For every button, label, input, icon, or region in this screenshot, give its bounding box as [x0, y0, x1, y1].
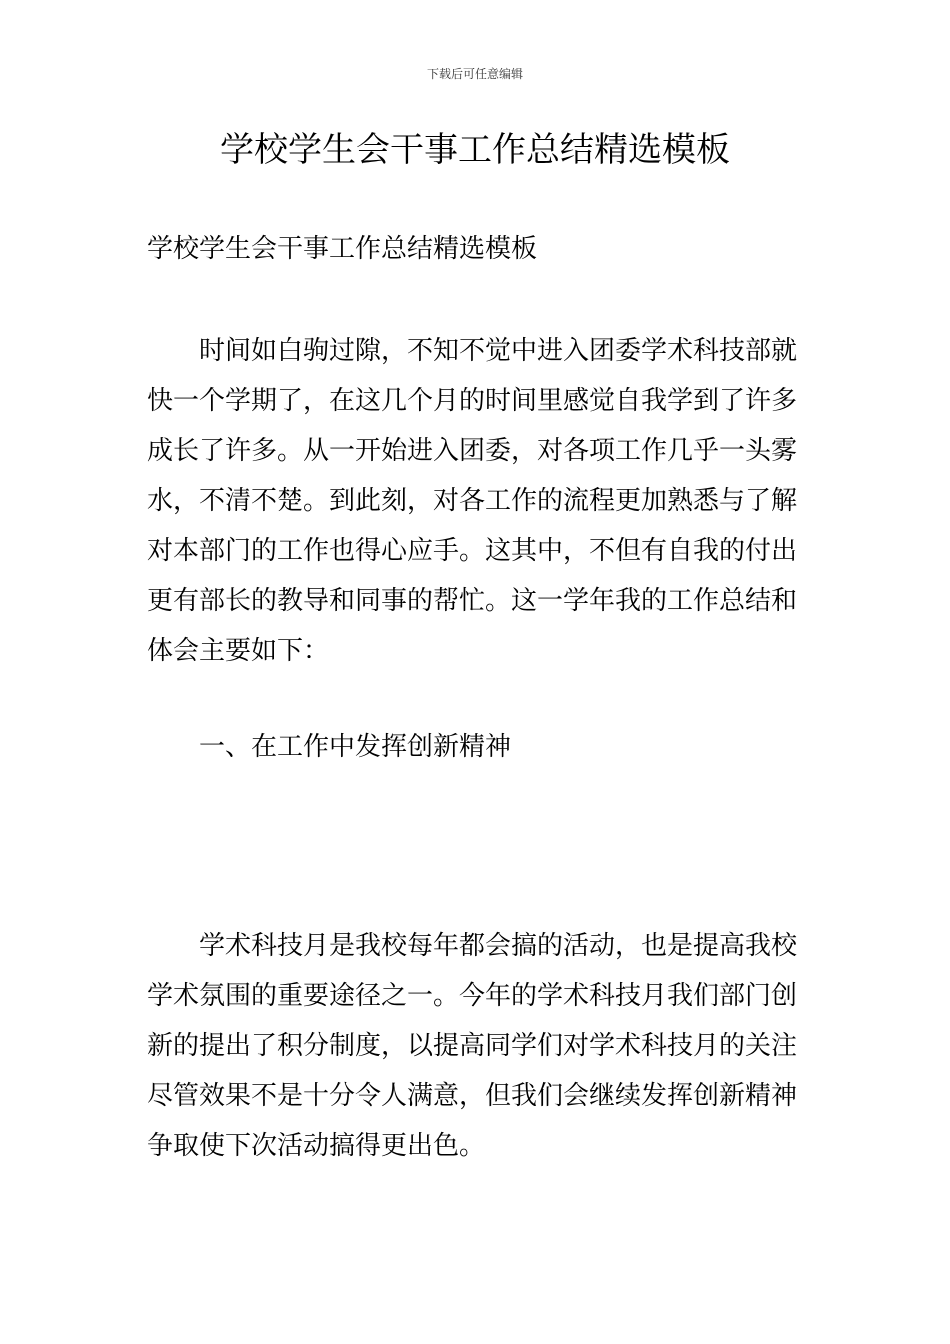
- paragraph-innovation: [147, 921, 807, 1171]
- section-heading: 一、在工作中发挥创新精神: [199, 732, 512, 762]
- paragraph-line: 新的提出了积分制度，以提高同学们对学术科技月的关注: [147, 1031, 798, 1061]
- paragraph-line: 水，不清不楚。到此刻，对各工作的流程更加熟悉与了解: [147, 486, 798, 516]
- paragraph-intro: [147, 326, 807, 676]
- paragraph-line: 争取使下次活动搞得更出色。: [147, 1131, 486, 1161]
- paragraph-line: 体会主要如下：: [147, 636, 330, 666]
- paragraph-line: 学术氛围的重要途径之一。今年的学术科技月我们部门创: [147, 981, 798, 1011]
- paragraph-line: 尽管效果不是十分令人满意，但我们会继续发挥创新精神: [147, 1081, 798, 1111]
- paragraph-line: 学术科技月是我校每年都会搞的活动，也是提高我校: [199, 931, 798, 961]
- paragraph-line: 对本部门的工作也得心应手。这其中，不但有自我的付出: [147, 536, 798, 566]
- paragraph-line: 成长了许多。从一开始进入团委，对各项工作几乎一头雾: [147, 436, 798, 466]
- paragraph-line: 时间如白驹过隙，不知不觉中进入团委学术科技部就: [199, 336, 798, 366]
- header-note: 下载后可任意编辑: [426, 67, 523, 81]
- paragraph-line: 快一个学期了，在这几个月的时间里感觉自我学到了许多: [147, 386, 798, 416]
- document-subtitle: 学校学生会干事工作总结精选模板: [147, 234, 538, 264]
- paragraph-line: 更有部长的教导和同事的帮忙。这一学年我的工作总结和: [147, 586, 798, 616]
- document-title: 学校学生会干事工作总结精选模板: [220, 130, 730, 170]
